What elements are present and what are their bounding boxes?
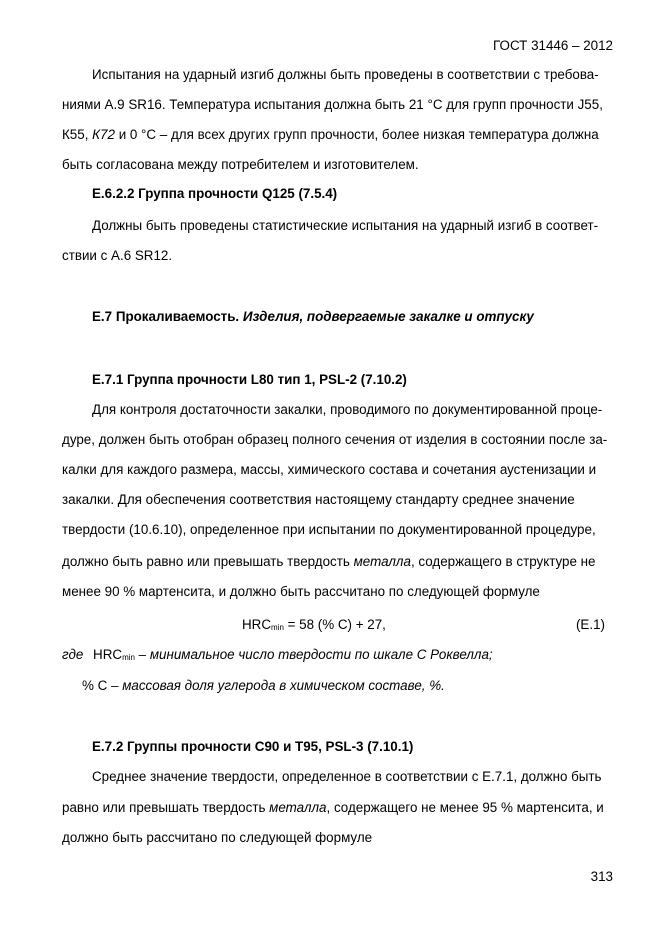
para4-line2-italic: металла <box>269 800 327 815</box>
para1-line3-start: К55, <box>62 127 89 142</box>
para3-line6 <box>62 554 596 569</box>
para4-line1: Среднее значение твердости, определенное в соответствии с Е.7.1, должно быть <box>92 769 602 784</box>
where-variable-2-description: – массовая доля углерода в химическом составе, %. <box>107 678 445 693</box>
para3-line3: калки для каждого размера, массы, химического состава и сочетания аустенизации и <box>62 462 597 477</box>
section-heading-e7-title: Е.7 Прокаливаемость. <box>92 309 240 324</box>
formula-e1 <box>242 617 386 632</box>
para3-line5: твердости (10.6.10), определенное при испытании по документированной процедуре, <box>62 522 596 537</box>
section-heading-e7-subtitle: Изделия, подвергаемые закалке и отпуску <box>242 309 534 324</box>
where-variable-2: % С <box>82 678 108 693</box>
where-label: где <box>62 647 84 662</box>
para3-line2: дуре, должен быть отобран образец полного сечения от изделия в состоянии после за- <box>62 432 608 447</box>
where-variable-description: – минимальное число твердости по шкале С Роквелла; <box>134 647 493 662</box>
para1-line4: быть согласована между потребителем и изготовителем. <box>62 157 419 172</box>
para4-line2-end: , содержащего не менее 95 % мартенсита, и <box>326 800 604 815</box>
para1-line3-italic: К72 <box>92 127 115 142</box>
section-heading-e71: Е.7.1 Группа прочности L80 тип 1, PSL-2 (7.10.2) <box>92 372 407 387</box>
para3-line6-end: , содержащего в структуре не <box>410 554 596 569</box>
para4-line2 <box>62 800 604 815</box>
para2-line1: Должны быть проведены статистические испытания на ударный изгиб в соответ- <box>92 218 599 233</box>
para3-line6-start: должно быть равно или превышать твердость <box>62 554 350 569</box>
section-heading-e72: Е.7.2 Группы прочности С90 и Т95, PSL-3 (7.10.1) <box>92 739 414 754</box>
para3-line6-italic: металла <box>353 554 411 569</box>
formula-where-line2 <box>82 678 445 693</box>
para1-line3-end: и 0 °С – для всех других групп прочности, более низкая температура должна <box>118 127 599 142</box>
para3-line7: менее 90 % мартенсита, и должно быть рассчитано по следующей формуле <box>62 584 540 599</box>
para1-line3 <box>62 127 599 142</box>
formula-lhs-subscript: min <box>271 623 284 632</box>
para2-line2: ствии с А.6 SR12. <box>62 248 173 263</box>
formula-lhs: HRC <box>242 617 272 632</box>
section-heading-e7 <box>92 309 534 324</box>
para3-line4: закалки. Для обеспечения соответствия настоящему стандарту среднее значение <box>62 492 575 507</box>
para4-line2-start: равно или превышать твердость <box>62 800 266 815</box>
where-variable: HRC <box>93 647 123 662</box>
formula-number: (Е.1) <box>575 617 605 632</box>
para4-line3: должно быть рассчитано по следующей формуле <box>62 830 373 845</box>
where-variable-subscript: min <box>122 653 135 662</box>
document-standard-header: ГОСТ 31446 – 2012 <box>493 38 613 53</box>
page-number: 313 <box>590 869 613 884</box>
para1-line1: Испытания на ударный изгиб должны быть проведены в соответствии с требова- <box>92 67 599 82</box>
para1-line2: ниями А.9 SR16. Температура испытания должна быть 21 °С для групп прочности J55, <box>62 97 603 112</box>
formula-where-line1 <box>62 647 493 662</box>
section-heading-e622: Е.6.2.2 Группа прочности Q125 (7.5.4) <box>92 186 338 201</box>
para3-line1: Для контроля достаточности закалки, проводимого по документированной проце- <box>92 402 603 417</box>
formula-rhs: = 58 (% С) + 27, <box>283 617 386 632</box>
